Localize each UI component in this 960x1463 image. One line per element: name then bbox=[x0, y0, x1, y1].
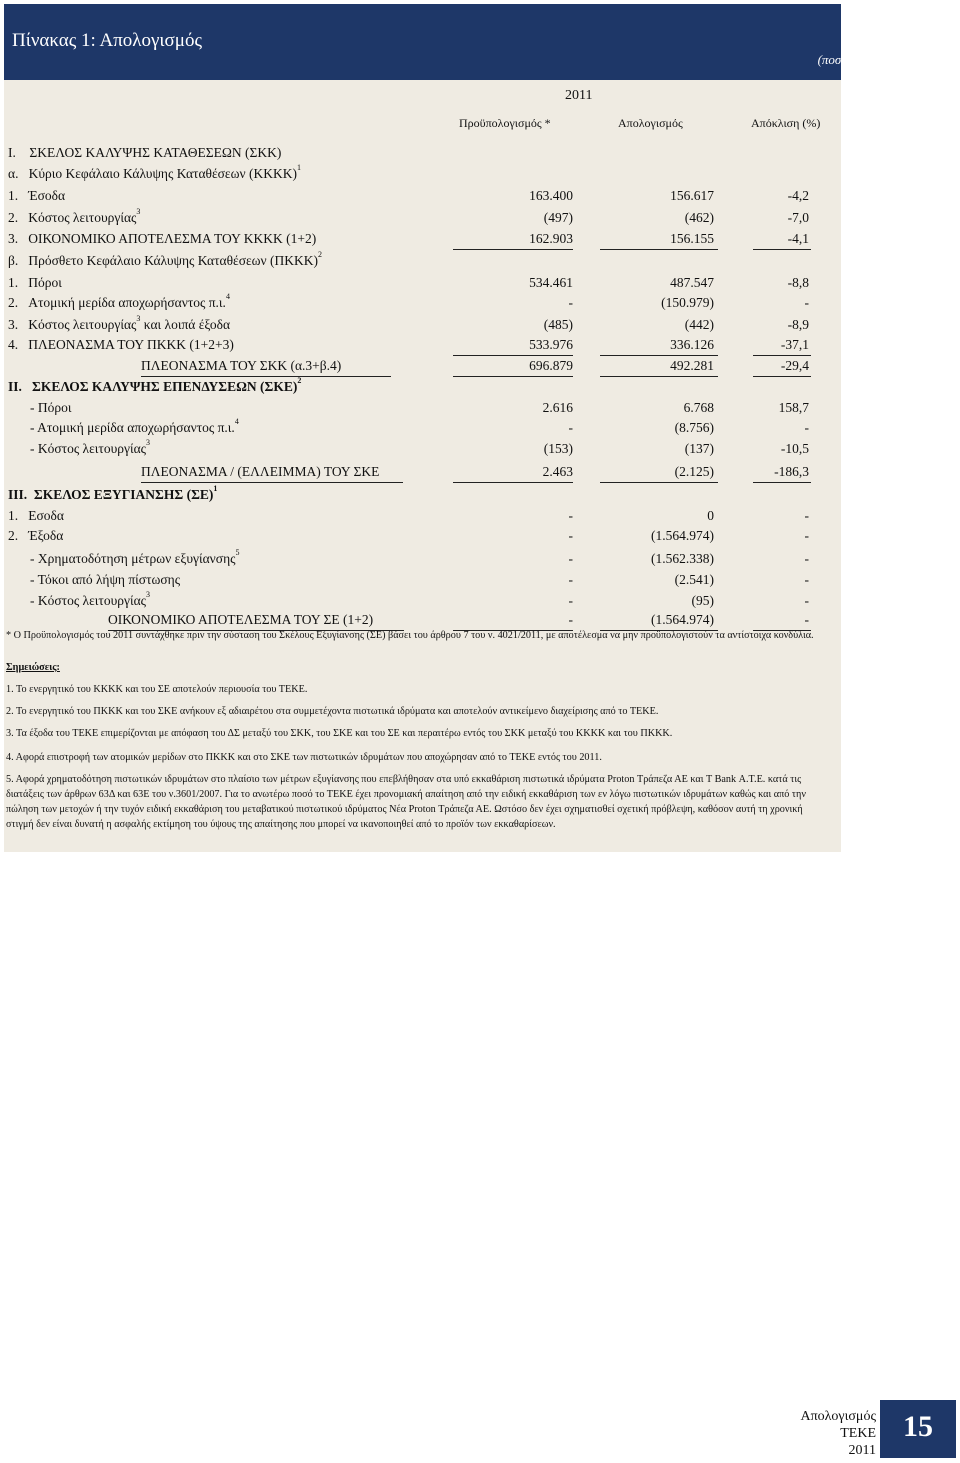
deviation-value: -8,8 bbox=[787, 275, 809, 290]
actual-value: 487.547 bbox=[670, 275, 714, 290]
label-underline bbox=[108, 630, 404, 631]
footnote-ref: 3 bbox=[136, 314, 141, 323]
table-row bbox=[0, 250, 841, 272]
budget-value: - bbox=[568, 508, 573, 523]
deviation-value: -4,2 bbox=[787, 188, 809, 203]
actual-value: (150.979) bbox=[661, 295, 714, 310]
page-number: 15 bbox=[903, 1410, 933, 1443]
row-label-text: - Κόστος λειτουργίας bbox=[30, 441, 147, 456]
budget-value: (153) bbox=[543, 441, 573, 456]
table-row bbox=[0, 461, 841, 483]
actual-value: (1.562.338) bbox=[651, 551, 714, 566]
row-label-text: 1. Πόροι bbox=[8, 275, 62, 290]
actual-value: 156.155 bbox=[670, 231, 714, 246]
table-row bbox=[0, 397, 841, 419]
row-label bbox=[8, 528, 63, 544]
deviation-value: - bbox=[804, 528, 809, 543]
row-label bbox=[30, 548, 240, 567]
total-underline bbox=[753, 249, 811, 250]
actual-value: (462) bbox=[684, 210, 714, 225]
table-title: Πίνακας 1: Απολογισμός bbox=[12, 30, 202, 51]
row-label bbox=[8, 188, 65, 204]
column-header-budget: Προϋπολογισμός * bbox=[459, 116, 551, 130]
actual-value: 336.126 bbox=[670, 337, 714, 352]
column-header-deviation: Απόκλιση (%) bbox=[751, 116, 821, 130]
budget-value: 534.461 bbox=[529, 275, 573, 290]
deviation-value: - bbox=[804, 572, 809, 587]
deviation-value: - bbox=[804, 420, 809, 435]
budget-value: 163.400 bbox=[529, 188, 573, 203]
table-row bbox=[0, 569, 841, 591]
footnote-ref: 5 bbox=[235, 548, 240, 557]
actual-value: (2.125) bbox=[674, 464, 714, 479]
row-label bbox=[8, 337, 234, 353]
footnote-ref: 2 bbox=[297, 376, 302, 385]
note-1: 1. Το ενεργητικό του ΚΚΚΚ και του ΣΕ αποτελούν περιουσία του ΤΕΚΕ. bbox=[6, 684, 308, 695]
row-label-text: ΠΛΕΟΝΑΣΜΑ ΤΟΥ ΣΚΚ (α.3+β.4) bbox=[141, 358, 342, 373]
deviation-value: -29,4 bbox=[780, 358, 809, 373]
row-label-text: 4. ΠΛΕΟΝΑΣΜΑ ΤΟΥ ΠΚΚΚ (1+2+3) bbox=[8, 337, 234, 352]
row-label bbox=[141, 464, 379, 480]
footnote-ref: 1 bbox=[213, 484, 218, 493]
budget-value: - bbox=[568, 295, 573, 310]
table-row bbox=[0, 272, 841, 294]
notes-heading: Σημειώσεις: bbox=[6, 662, 60, 673]
deviation-value: -10,5 bbox=[780, 441, 809, 456]
deviation-value: - bbox=[804, 508, 809, 523]
budget-value: - bbox=[568, 612, 573, 627]
actual-value: 6.768 bbox=[683, 400, 714, 415]
row-label-text: 2. Έξοδα bbox=[8, 528, 64, 543]
table-row bbox=[0, 548, 841, 570]
row-label-text: 1. Έσοδα bbox=[8, 188, 66, 203]
budget-value: 2.616 bbox=[542, 400, 573, 415]
row-label bbox=[8, 376, 302, 395]
row-label bbox=[8, 207, 141, 226]
table-row bbox=[0, 228, 841, 250]
note-2: 2. Το ενεργητικό του ΠΚΚΚ και του ΣΚΕ ανήκουν εξ αδιαιρέτου στα συμμετέχοντα πιστωτικά ιδρύματα και αποτελούν αντικείμενο διαχείρισης από το ΤΕΚΕ. bbox=[6, 706, 659, 717]
actual-value: (137) bbox=[684, 441, 714, 456]
row-label-text: ΟΙΚΟΝΟΜΙΚΟ ΑΠΟΤΕΛΕΣΜΑ ΤΟΥ ΣΕ (1+2) bbox=[108, 612, 374, 627]
table-row bbox=[0, 142, 841, 164]
table-row bbox=[0, 355, 841, 377]
footnote-ref: 4 bbox=[225, 292, 230, 301]
row-label bbox=[108, 612, 373, 628]
label-underline bbox=[141, 376, 391, 377]
deviation-value: -8,9 bbox=[787, 317, 809, 332]
deviation-value: - bbox=[804, 551, 809, 566]
budget-value: (485) bbox=[543, 317, 573, 332]
budget-value: - bbox=[568, 528, 573, 543]
total-underline bbox=[453, 249, 573, 250]
budget-value: (497) bbox=[543, 210, 573, 225]
total-underline bbox=[600, 249, 718, 250]
row-label-text: β. Πρόσθετο Κεφάλαιο Κάλυψης Καταθέσεων (ΠΚΚΚ) bbox=[8, 253, 319, 268]
total-underline bbox=[600, 376, 718, 377]
row-label bbox=[8, 231, 316, 247]
deviation-value: -7,0 bbox=[787, 210, 809, 225]
actual-value: 0 bbox=[707, 508, 714, 523]
row-label-text: 2. Ατομική μερίδα αποχωρήσαντος π.ι. bbox=[8, 295, 226, 310]
row-label bbox=[30, 590, 151, 609]
total-underline bbox=[753, 376, 811, 377]
row-label-text: ΠΛΕΟΝΑΣΜΑ / (ΕΛΛΕΙΜΜΑ) ΤΟΥ ΣΚΕ bbox=[141, 464, 380, 479]
row-label-text: II. ΣΚΕΛΟΣ ΚΑΛΥΨΗΣ ΕΠΕΝΔΥΣΕΩΝ (ΣΚΕ) bbox=[8, 379, 298, 394]
row-label-text: 3. Κόστος λειτουργίας bbox=[8, 317, 137, 332]
row-label-text: III. ΣΚΕΛΟΣ ΕΞΥΓΙΑΝΣΗΣ (ΣΕ) bbox=[8, 487, 214, 502]
budget-value: 2.463 bbox=[542, 464, 573, 479]
column-header-actual: Απολογισμός bbox=[618, 116, 683, 130]
footnote-ref: 3 bbox=[146, 438, 151, 447]
budget-value: 533.976 bbox=[529, 337, 573, 352]
budget-value: - bbox=[568, 551, 573, 566]
row-label-text: - Χρηματοδότηση μέτρων εξυγίανσης bbox=[30, 551, 236, 566]
actual-value: (8.756) bbox=[674, 420, 714, 435]
deviation-value: -4,1 bbox=[787, 231, 809, 246]
actual-value: (442) bbox=[684, 317, 714, 332]
actual-value: 492.281 bbox=[670, 358, 714, 373]
budget-value: - bbox=[568, 420, 573, 435]
budget-value: - bbox=[568, 572, 573, 587]
actual-value: (1.564.974) bbox=[651, 612, 714, 627]
deviation-value: -37,1 bbox=[780, 337, 809, 352]
table-row bbox=[0, 417, 841, 439]
total-underline bbox=[600, 482, 718, 483]
row-label-text: - Τόκοι από λήψη πίστωσης bbox=[30, 572, 181, 587]
row-label bbox=[8, 250, 323, 269]
row-label-text: - Κόστος λειτουργίας bbox=[30, 593, 147, 608]
row-label-text: α. Κύριο Κεφάλαιο Κάλυψης Καταθέσεων (ΚΚΚΚ) bbox=[8, 166, 297, 181]
footnote-ref: 4 bbox=[234, 417, 239, 426]
note-5: 5. Αφορά χρηματοδότηση πιστωτικών ιδρυμάτων στο πλαίσιο των μέτρων εξυγίανσης που επεβλήθησαν στα υπό εκκαθάριση πιστωτικά ιδρύματα Proton Τράπεζα ΑΕ και T Bank Α.Τ.Ε. κατά τις διατάξεις των άρθρων 63Δ και 63Ε του ν.3601/2007. Για το ανωτέρω ποσό το ΤΕΚΕ έχει προνομιακή απαίτηση από την ειδική εκκαθάριση των εν λόγω πιστωτικών ιδρυμάτων καθώς και από την πώληση των μετοχών ή την τυχόν ειδική εκκαθάριση του μεταβατικού πιστωτικού ιδρύματος Νέα Proton Τράπεζα ΑΕ. Ωστόσο δεν έχει σχηματισθεί σχετική πρόβλεψη, καθόσον αυτή τη χρονική στιγμή δεν είναι δυνατή η ασφαλής εκτίμηση του ύψους της απαίτησης που μπορεί να ικανοποιηθεί από το προϊόν των εκκαθαρίσεων. bbox=[6, 774, 806, 830]
row-label bbox=[30, 438, 151, 457]
table-row bbox=[0, 484, 841, 506]
label-underline bbox=[141, 482, 403, 483]
footnote-ref: 3 bbox=[146, 590, 151, 599]
table-row bbox=[0, 525, 841, 547]
deviation-value: - bbox=[804, 593, 809, 608]
table-row bbox=[0, 185, 841, 207]
row-label bbox=[8, 275, 62, 291]
row-label-text: 1. Εσοδα bbox=[8, 508, 64, 523]
table-row bbox=[0, 292, 841, 314]
row-label bbox=[8, 163, 301, 182]
table-row bbox=[0, 438, 841, 460]
row-label-text: 2. Κόστος λειτουργίας bbox=[8, 210, 137, 225]
total-underline bbox=[753, 482, 811, 483]
row-label bbox=[8, 484, 218, 503]
footnote-ref: 2 bbox=[318, 250, 323, 259]
row-label bbox=[30, 400, 72, 416]
actual-value: (1.564.974) bbox=[651, 528, 714, 543]
table-row bbox=[0, 376, 841, 398]
budget-footnote: * Ο Προϋπολογισμός του 2011 συντάχθηκε πριν την σύσταση του Σκέλους Εξυγίανσης (ΣΕ) βάσει του άρθρου 7 του ν. 4021/2011, με αποτέλεσμα να μην προϋπολογιστούν τα αντίστοιχα κονδύλια. bbox=[6, 630, 814, 641]
row-label-text: - Πόροι bbox=[30, 400, 72, 415]
deviation-value: - bbox=[804, 612, 809, 627]
total-underline bbox=[753, 630, 811, 631]
row-label bbox=[30, 417, 239, 436]
budget-value: - bbox=[568, 593, 573, 608]
row-label-text: I. ΣΚΕΛΟΣ ΚΑΛΥΨΗΣ ΚΑΤΑΘΕΣΕΩΝ (ΣΚΚ) bbox=[8, 145, 282, 160]
footer-org-name: ΤΕΚΕ bbox=[840, 1426, 876, 1441]
total-underline bbox=[453, 482, 573, 483]
row-label bbox=[30, 572, 180, 588]
table-row bbox=[0, 505, 841, 527]
footnote-ref: 3 bbox=[136, 207, 141, 216]
actual-value: (2.541) bbox=[674, 572, 714, 587]
deviation-value: - bbox=[804, 295, 809, 310]
table-row bbox=[0, 314, 841, 336]
total-underline bbox=[600, 630, 718, 631]
total-underline bbox=[453, 376, 573, 377]
row-label bbox=[141, 358, 341, 374]
row-label bbox=[8, 145, 281, 161]
row-label-text: 3. ΟΙΚΟΝΟΜΙΚΟ ΑΠΟΤΕΛΕΣΜΑ ΤΟΥ ΚΚΚΚ (1+2) bbox=[8, 231, 317, 246]
row-label-suffix: και λοιπά έξοδα bbox=[140, 317, 231, 332]
footer-report-name: Απολογισμός bbox=[800, 1409, 876, 1424]
table-row bbox=[0, 207, 841, 229]
footnote-ref: 1 bbox=[296, 163, 301, 172]
year-header: 2011 bbox=[565, 88, 593, 103]
total-underline bbox=[753, 355, 811, 356]
units-note: (ποσά σε χιλιάδες ευρώ) bbox=[817, 52, 942, 67]
actual-value: 156.617 bbox=[670, 188, 714, 203]
deviation-value: -186,3 bbox=[774, 464, 809, 479]
row-label-text: - Ατομική μερίδα αποχωρήσαντος π.ι. bbox=[30, 420, 235, 435]
deviation-value: 158,7 bbox=[778, 400, 809, 415]
total-underline bbox=[453, 355, 573, 356]
row-label bbox=[8, 292, 230, 311]
note-4: 4. Αφορά επιστροφή των ατομικών μερίδων στο ΠΚΚΚ και στο ΣΚΕ των πιστωτικών ιδρυμάτων που αποχώρησαν από το ΤΕΚΕ εντός του 2011. bbox=[6, 752, 602, 763]
budget-value: 696.879 bbox=[529, 358, 573, 373]
total-underline bbox=[453, 630, 573, 631]
row-label bbox=[8, 508, 64, 524]
row-label bbox=[8, 314, 231, 333]
note-3: 3. Τα έξοδα του ΤΕΚΕ επιμερίζονται με απόφαση του ΔΣ μεταξύ του ΣΚΚ, του ΣΚΕ και του ΣΕ και περαιτέρω εντός του ΣΚΚ μεταξύ του ΚΚΚΚ και του ΠΚΚΚ. bbox=[6, 728, 673, 739]
table-row bbox=[0, 163, 841, 185]
footer-year: 2011 bbox=[848, 1443, 876, 1458]
table-row bbox=[0, 334, 841, 356]
actual-value: (95) bbox=[691, 593, 714, 608]
total-underline bbox=[600, 355, 718, 356]
budget-value: 162.903 bbox=[529, 231, 573, 246]
